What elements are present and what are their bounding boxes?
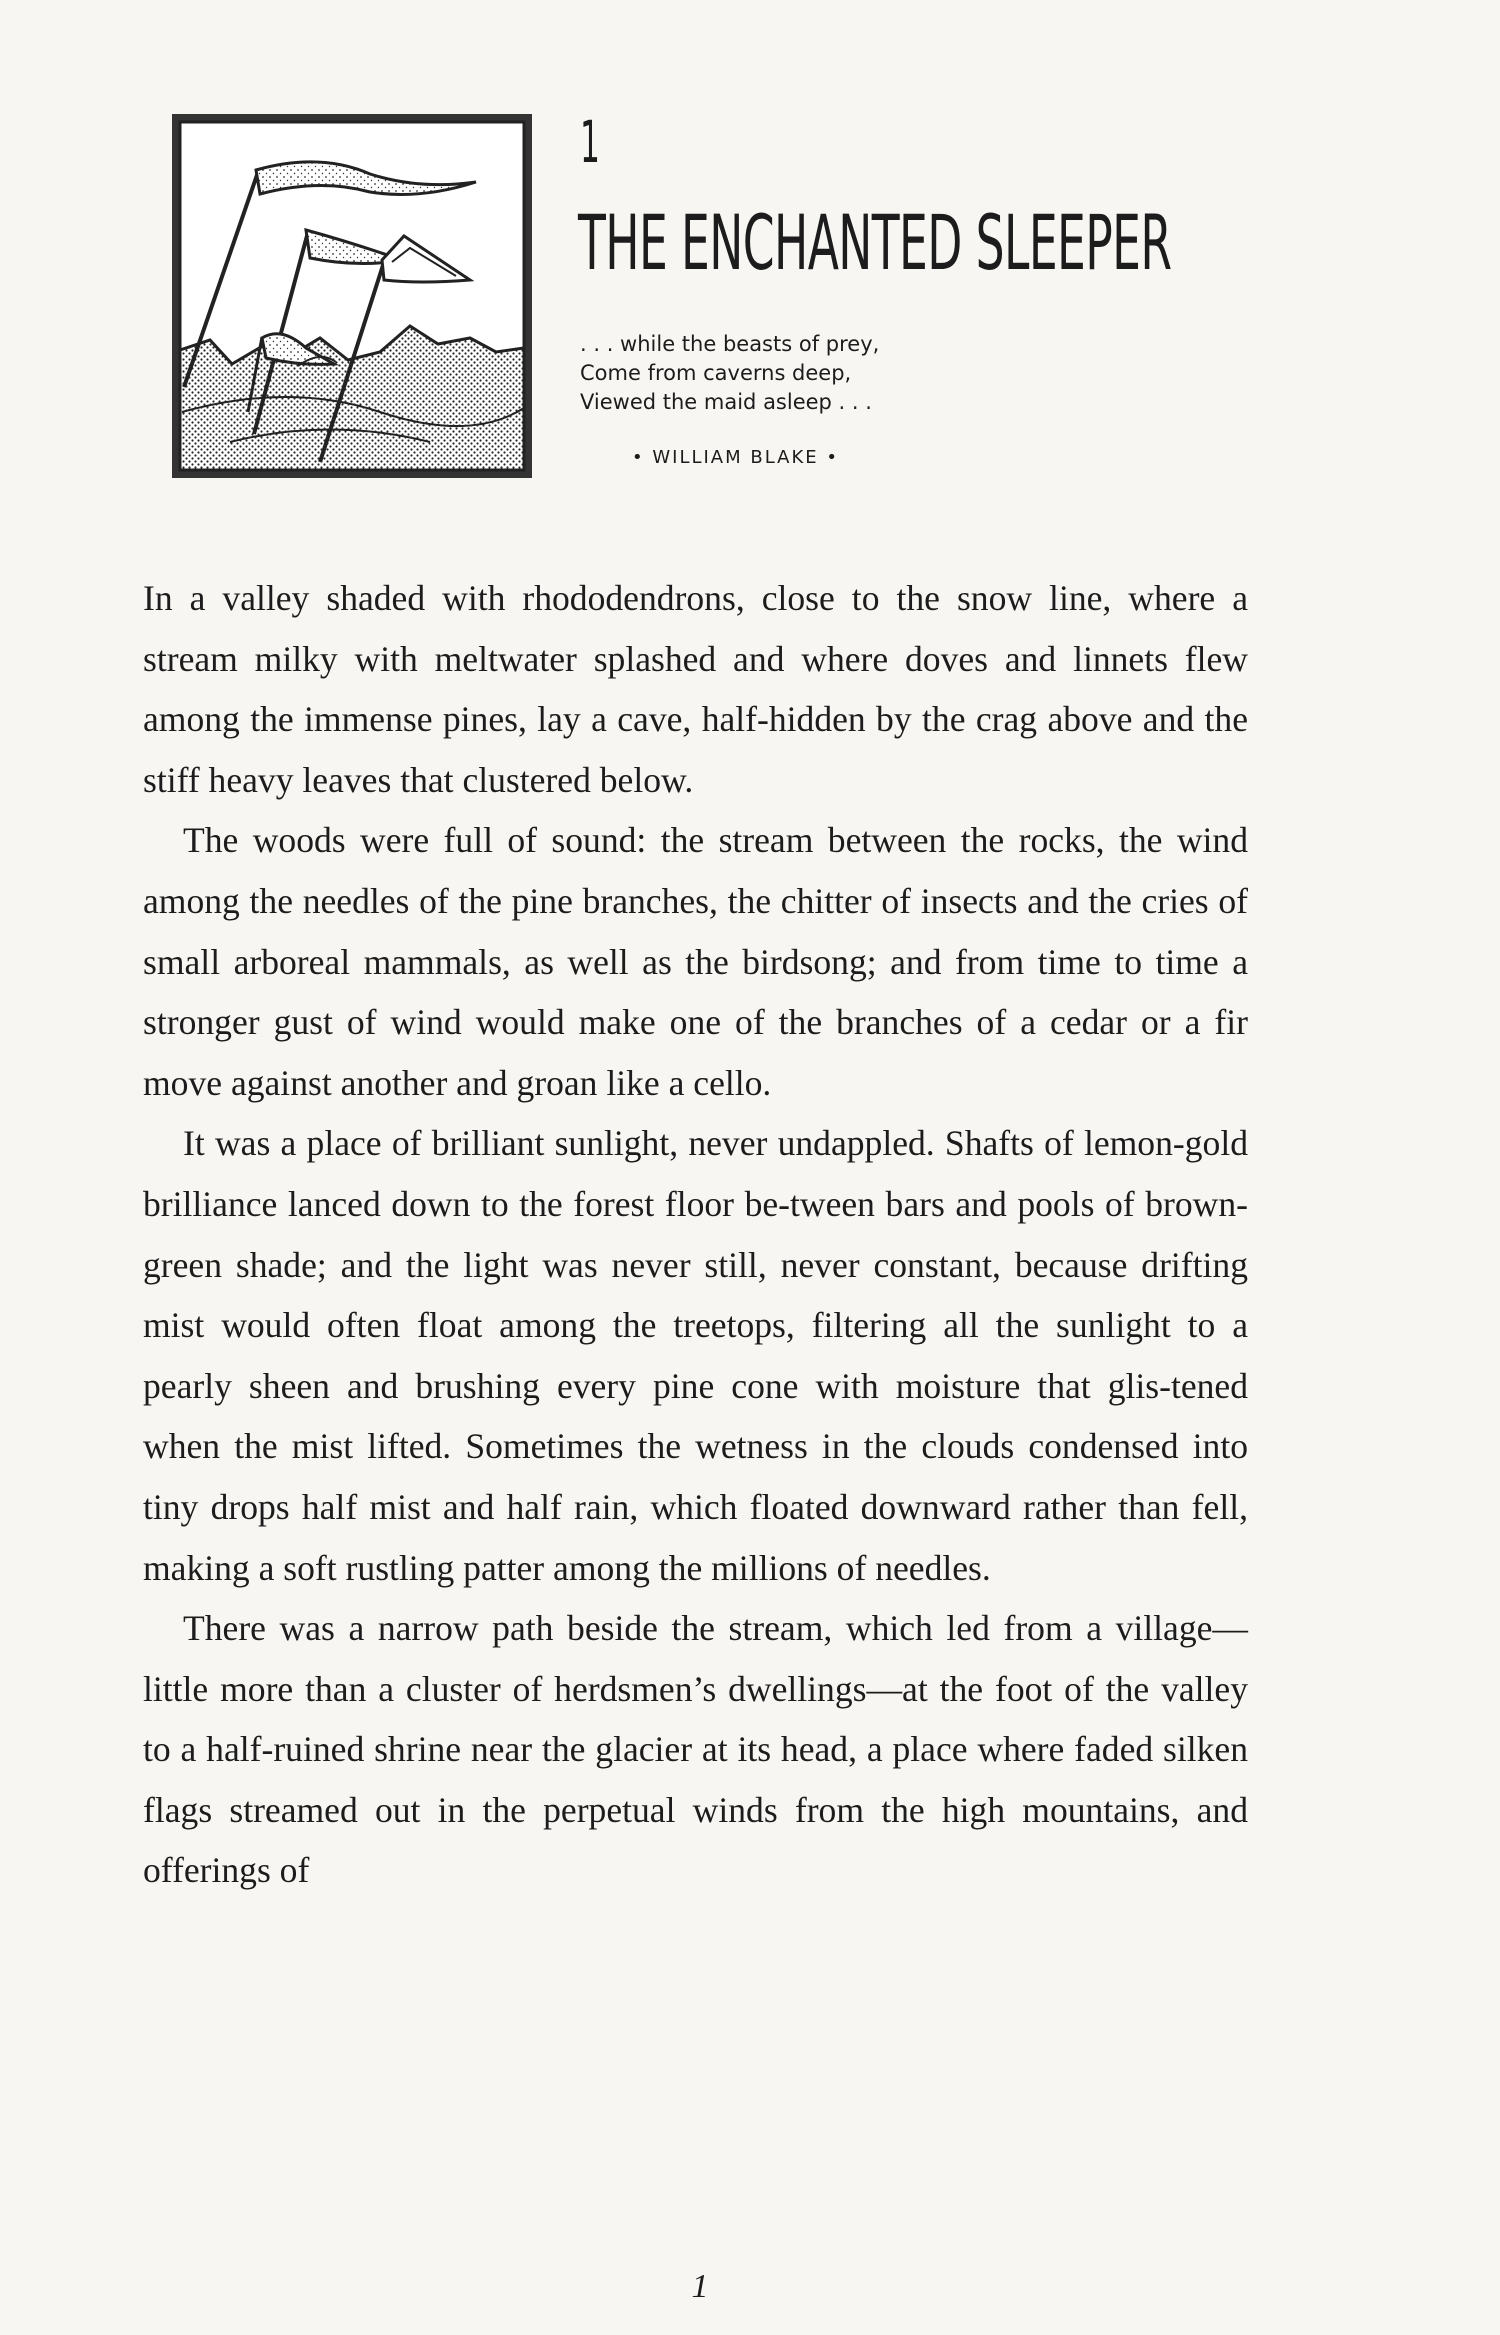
epigraph (580, 330, 879, 417)
epigraph-line: . . . while the beasts of prey, (580, 332, 880, 356)
paragraph: In a valley shaded with rhododendrons, close to the snow line, where a stream milky with meltwater splashed and where doves and linnets flew among the immense pines, lay a cave, half-hidden by the crag above and the stiff heavy leaves that clustered below. (143, 578, 1248, 800)
paragraph: The woods were full of sound: the stream between the rocks, the wind among the needles of the pine branches, the chitter of insects and the cries of small arboreal mammals, as well as the birdsong; and from time to time a stronger gust of wind would make one of the branches of a cedar or a fir move against another and groan like a cello. (143, 820, 1248, 1103)
epigraph-line: Viewed the maid asleep . . . (580, 390, 872, 414)
page-number: 1 (691, 2268, 709, 2305)
epigraph-line: Come from caverns deep, (580, 361, 852, 385)
chapter-title: THE ENCHANTED SLEEPER (578, 198, 1172, 287)
paragraph: It was a place of brilliant sunlight, never undappled. Shafts of lemon-gold brilliance lanced down to the forest floor be-tween bars and pools of brown-green shade; and the light was never still, never constant, because drifting mist would often float among the treetops, filtering all the sunlight to a pearly sheen and brushing every pine cone with moisture that glis-tened when the mist lifted. Sometimes the wetness in the clouds condensed into tiny drops half mist and half rain, which floated downward rather than fell, making a soft rustling patter among the millions of needles. (143, 1123, 1248, 1588)
epigraph-attribution: • WILLIAM BLAKE • (632, 447, 839, 468)
paragraph: There was a narrow path beside the stream, which led from a village—little more than a cluster of herdsmen’s dwellings—at the foot of the valley to a half-ruined shrine near the glacier at its head, a place where faded silken flags streamed out in the perpetual winds from the high mountains, and offerings of (143, 1608, 1248, 1891)
prayer-flags-icon (170, 112, 534, 480)
chapter-body (143, 568, 1248, 1901)
chapter-number: 1 (580, 108, 600, 176)
